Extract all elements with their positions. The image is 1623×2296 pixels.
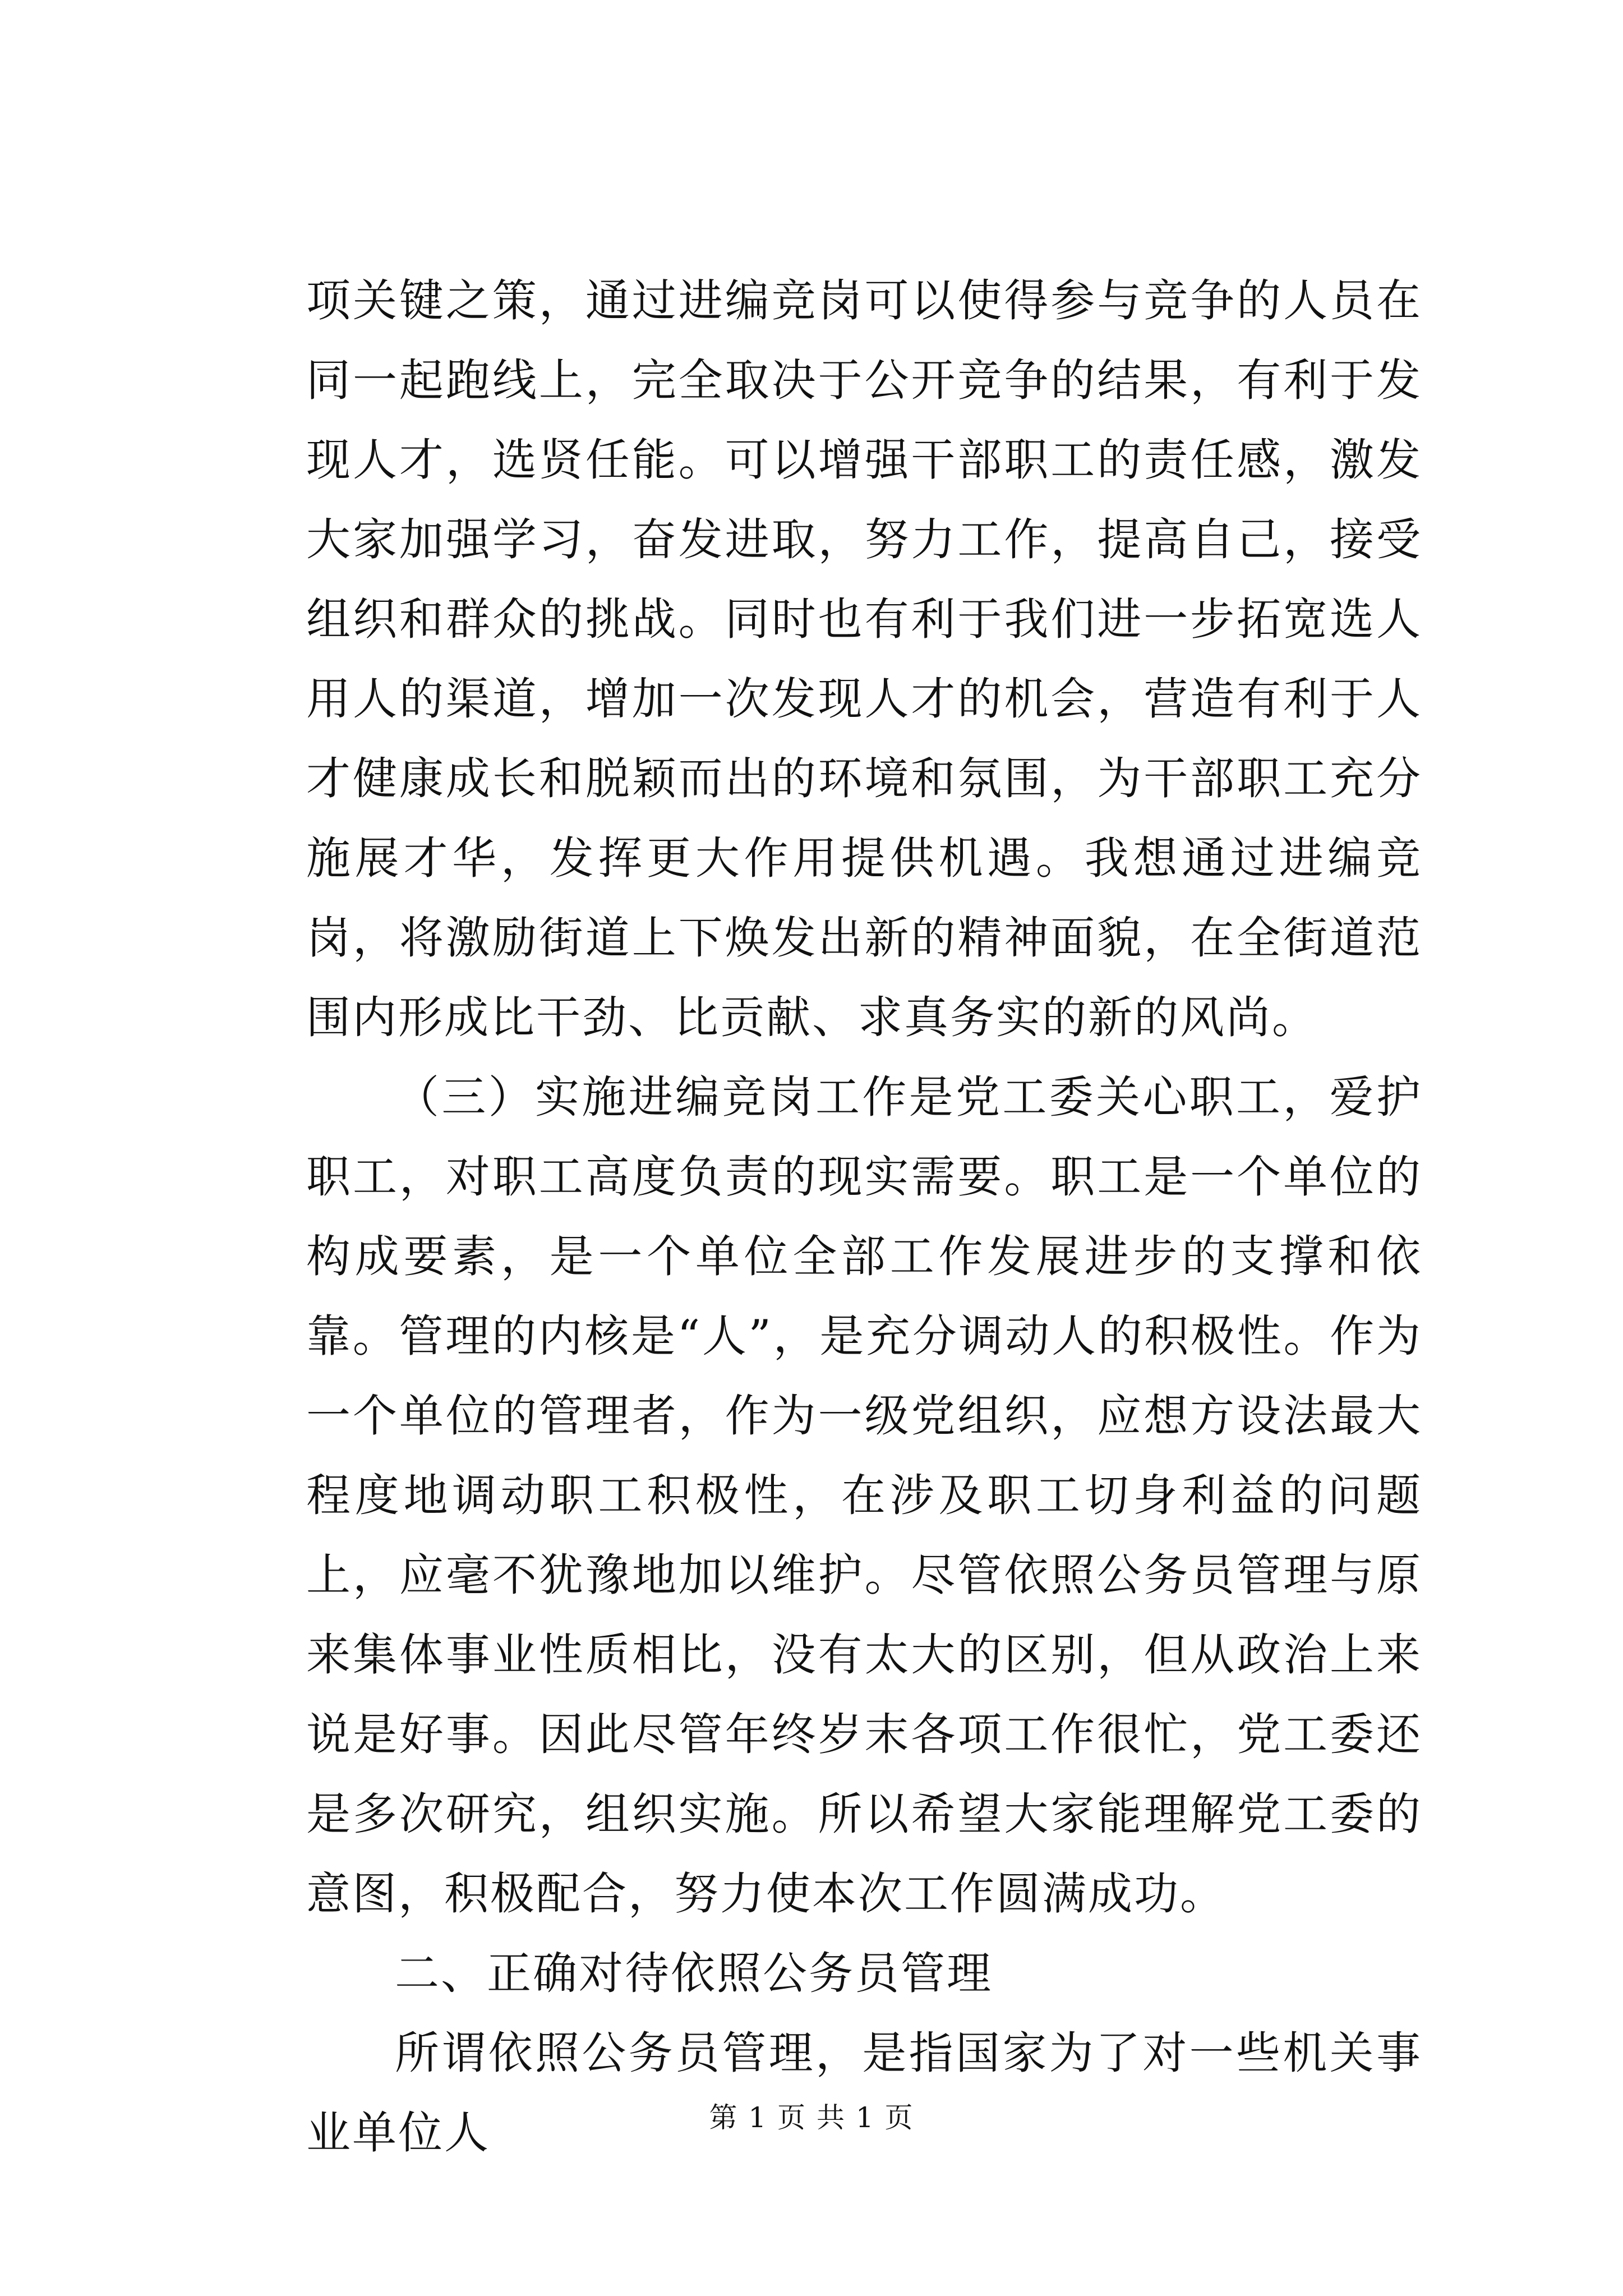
paragraph-1: 项关键之策，通过进编竞岗可以使得参与竞争的人员在同一起跑线上，完全取决于公开竞争的结果，有利于发现人才，选贤任能。可以增强干部职工的责任感，激发大家加强学习，奋发进取，努力工作，提高自己，接受组织和群众的挑战。同时也有利于我们进一步拓宽选人用人的渠道，增加一次发现人才的机会，营造有利于人才健康成长和脱颖而出的环境和氛围，为干部职工充分施展才华，发挥更大作用提供机遇。我想通过进编竞岗，将激励街道上下焕发出新的精神面貌，在全街道范围内形成比干劲、比贡献、求真务实的新的风尚。 xyxy=(306,275,1422,1043)
paragraph-2: （三）实施进编竞岗工作是党工委关心职工，爱护职工，对职工高度负责的现实需要。职工是一个单位的构成要素，是一个单位全部工作发展进步的支撑和依靠。管理的内核是“人”，是充分调动人的积极性。作为一个单位的管理者，作为一级党组织，应想方设法最大程度地调动职工积极性，在涉及职工切身利益的问题上，应毫不犹豫地加以维护。尽管依照公务员管理与原来集体事业性质相比，没有太大的区别，但从政治上来说是好事。因此尽管年终岁末各项工作很忙，党工委还是多次研究，组织实施。所以希望大家能理解党工委的意图，积极配合，努力使本次工作圆满成功。 xyxy=(306,1071,1422,1920)
document-body xyxy=(306,261,1422,2173)
paragraph-4: 所谓依照公务员管理，是指国家为了对一些机关事业单位人 xyxy=(306,2027,1422,2159)
page-number-footer: 第 1 页 共 1 页 xyxy=(709,2101,914,2134)
section-heading: 二、正确对待依照公务员管理 xyxy=(395,1948,993,1999)
